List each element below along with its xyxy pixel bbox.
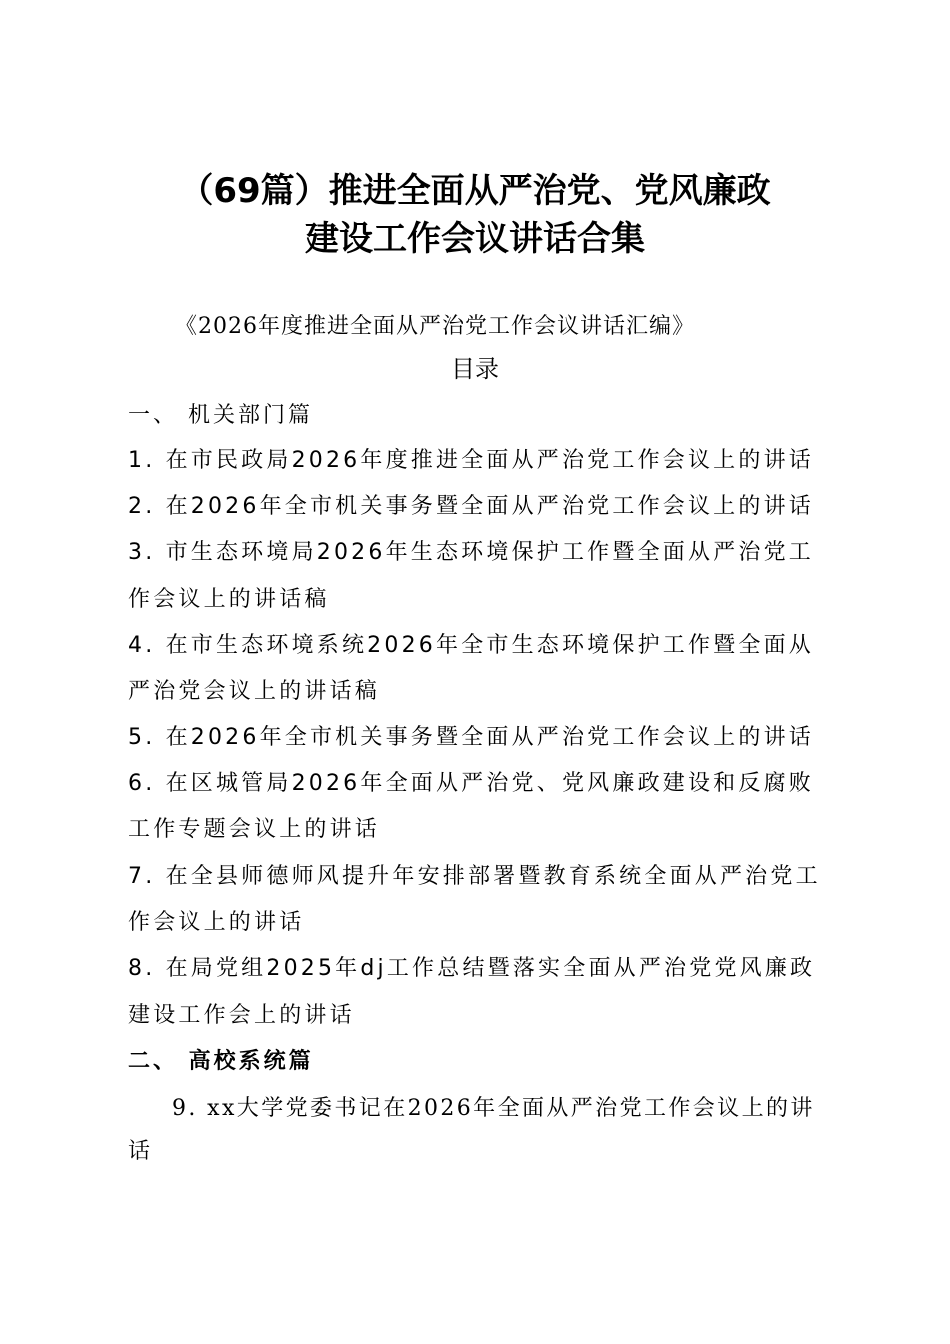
toc-item-4-cont: 严治党会议上的讲话稿 (128, 679, 381, 704)
toc-item-8-cont: 建设工作会上的讲话 (128, 1003, 355, 1028)
document-title-line-2: 建设工作会议讲话合集 (305, 219, 645, 259)
collection-subtitle: 《2026年度推进全面从严治党工作会议讲话汇编》 (175, 314, 695, 339)
toc-item-6: 6. 在区城管局2026年全面从严治党、党风廉政建设和反腐败 (128, 771, 814, 796)
toc-item-2: 2. 在2026年全市机关事务暨全面从严治党工作会议上的讲话 (128, 494, 814, 519)
document-title-line-1: （69篇）推进全面从严治党、党风廉政 (179, 171, 771, 211)
toc-item-6-cont: 工作专题会议上的讲话 (128, 817, 381, 842)
section-heading-1: 一、 机关部门篇 (128, 403, 313, 428)
toc-item-1: 1. 在市民政局2026年度推进全面从严治党工作会议上的讲话 (128, 448, 814, 473)
section-heading-2: 二、 高校系统篇 (128, 1049, 314, 1074)
toc-item-3: 3. 市生态环境局2026年生态环境保护工作暨全面从严治党工 (128, 540, 814, 565)
toc-item-8: 8. 在局党组2025年dj工作总结暨落实全面从严治党党风廉政 (128, 956, 816, 981)
toc-item-7-cont: 作会议上的讲话 (128, 910, 305, 935)
toc-item-4: 4. 在市生态环境系统2026年全市生态环境保护工作暨全面从 (128, 633, 814, 658)
toc-item-9-cont: 话 (128, 1139, 154, 1164)
toc-item-9: 9. xx大学党委书记在2026年全面从严治党工作会议上的讲 (172, 1096, 815, 1121)
toc-item-3-cont: 作会议上的讲话稿 (128, 587, 330, 612)
toc-item-5: 5. 在2026年全市机关事务暨全面从严治党工作会议上的讲话 (128, 725, 814, 750)
toc-heading: 目录 (451, 355, 499, 383)
toc-item-7: 7. 在全县师德师风提升年安排部署暨教育系统全面从严治党工 (128, 864, 821, 889)
